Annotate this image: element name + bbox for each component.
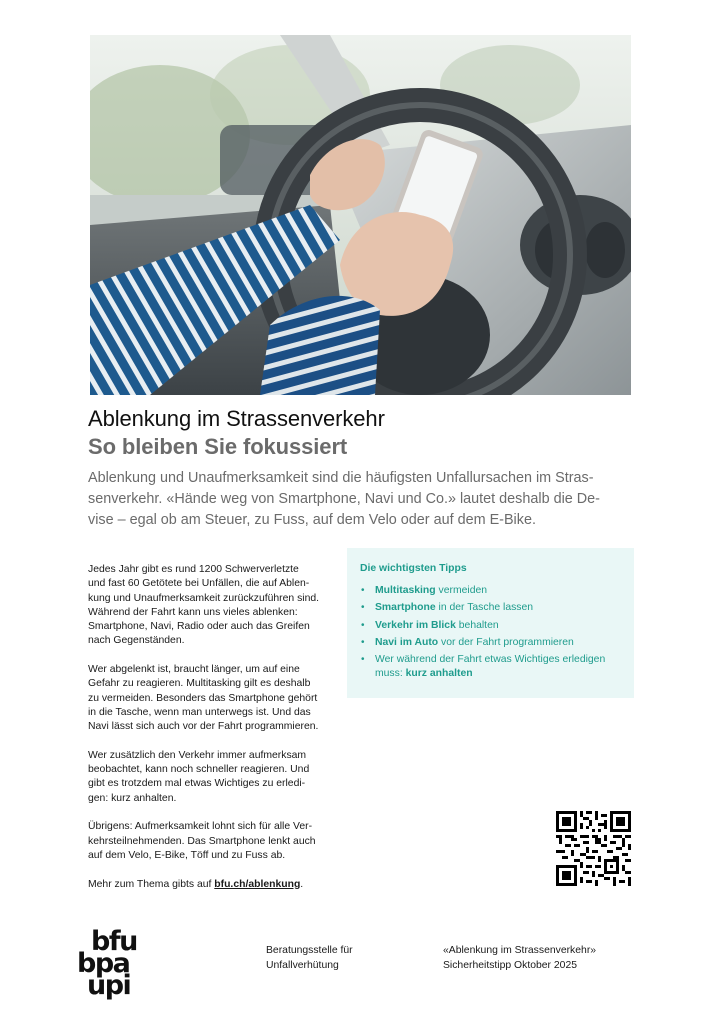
body-line: nach Gegenständen.	[88, 635, 185, 647]
tip-bold: Smartphone	[375, 602, 436, 614]
tip-bold: Navi im Auto	[375, 636, 439, 648]
body-line: beobachtet, kann noch schneller reagieren. Und	[88, 764, 310, 776]
body-paragraph	[88, 749, 350, 806]
tips-list	[360, 584, 622, 681]
logo-line: bfu	[91, 928, 137, 957]
body-paragraph	[88, 820, 350, 863]
footer-doc-date: Sicherheitstipp Oktober 2025	[443, 959, 578, 971]
body-paragraph	[88, 663, 350, 734]
tip-bold: Multitasking	[375, 585, 436, 596]
footer-doc-title: «Ablenkung im Strassenverkehr»	[443, 945, 597, 956]
lead-line: senverkehr. «Hände weg von Smartphone, Navi und Co.» lautet deshalb die De-	[88, 491, 600, 507]
body-line: Gefahr zu reagieren. Multitasking gilt es deshalb	[88, 678, 311, 690]
body-line: kung und Unaufmerksamkeit zurückzuführen sind.	[88, 592, 320, 604]
more-info	[88, 878, 350, 892]
tip-item	[360, 584, 622, 598]
bullet-icon: •	[361, 585, 365, 596]
tip-item	[360, 636, 622, 650]
bullet-icon: •	[361, 636, 365, 648]
bullet-icon: •	[361, 602, 365, 614]
footer-org-line: Beratungsstelle für	[266, 945, 353, 956]
more-info-link[interactable]: bfu.ch/ablenkung	[214, 878, 301, 890]
tip-item	[360, 619, 622, 633]
lead-line: vise – egal ob am Steuer, zu Fuss, auf dem Velo oder auf dem E-Bike.	[88, 512, 536, 528]
footer-organisation	[266, 944, 353, 973]
tip-rest: muss:	[375, 668, 406, 680]
tip-item	[360, 653, 622, 681]
tip-rest: vor der Fahrt programmieren	[438, 636, 574, 648]
tips-box	[347, 548, 634, 698]
lead-paragraph	[88, 468, 640, 531]
more-info-prefix: Mehr zum Thema gibts auf	[88, 878, 215, 890]
footer-org-line: Unfallverhütung	[266, 959, 339, 971]
body-text	[88, 563, 350, 906]
more-info-suffix: .	[300, 878, 304, 890]
photo-driver-smartphone-icon	[90, 35, 631, 395]
body-line: Jedes Jahr gibt es rund 1200 Schwerverletzte	[88, 564, 299, 575]
body-line: Wer abgelenkt ist, braucht länger, um auf eine	[88, 664, 300, 676]
tip-bold: Verkehr im Blick	[375, 619, 456, 631]
footer-document-info	[443, 944, 596, 973]
body-paragraph	[88, 563, 350, 649]
body-line: Smartphone, Navi, Radio oder auch das Greifen	[88, 621, 310, 633]
body-line: Navi lässt sich auch vor der Fahrt programmieren.	[88, 721, 319, 733]
tip-rest: behalten	[455, 619, 499, 631]
body-line: in die Tasche, wenn man unterwegs ist. Und das	[88, 706, 311, 718]
tip-rest: vermeiden	[435, 585, 488, 596]
qr-code-icon[interactable]	[556, 811, 631, 886]
body-line: und fast 60 Getötete bei Unfällen, die auf Ablen-	[88, 578, 310, 590]
body-line: zu vermeiden. Besonders das Smartphone gehört	[88, 692, 318, 704]
page-title: Ablenkung im Strassenverkehr	[88, 406, 385, 431]
bullet-icon: •	[361, 619, 365, 631]
body-line: Wer zusätzlich den Verkehr immer aufmerksam	[88, 749, 307, 761]
hero-photo	[90, 35, 631, 395]
body-line: auf dem Velo, E-Bike, Töff und zu Fuss ab.	[88, 849, 286, 861]
tip-line	[375, 667, 622, 681]
tip-line: Wer während der Fahrt etwas Wichtiges erledigen	[375, 654, 606, 666]
body-line: kehrsteilnehmenden. Das Smartphone lenkt auch	[88, 835, 316, 847]
tips-heading: Die wichtigsten Tipps	[360, 563, 467, 574]
body-line: gen: kurz anhalten.	[88, 792, 177, 804]
body-line: gibt es trotzdem mal etwas Wichtiges zu erledi-	[88, 778, 306, 790]
bullet-icon: •	[361, 654, 365, 666]
logo-line: bpa	[77, 948, 130, 979]
body-line: Übrigens: Aufmerksamkeit lohnt sich für alle Ver-	[88, 821, 313, 833]
body-line: Während der Fahrt kann uns vieles ablenken:	[88, 606, 298, 618]
tip-item	[360, 601, 622, 615]
bfu-logo	[77, 928, 157, 1004]
logo-line: upi	[87, 970, 131, 1001]
page-subtitle: So bleiben Sie fokussiert	[88, 434, 348, 459]
tip-rest: in der Tasche lassen	[435, 602, 534, 614]
lead-line: Ablenkung und Unaufmerksamkeit sind die häufigsten Unfallursachen im Stras-	[88, 470, 594, 486]
tip-bold: kurz anhalten	[405, 668, 473, 680]
